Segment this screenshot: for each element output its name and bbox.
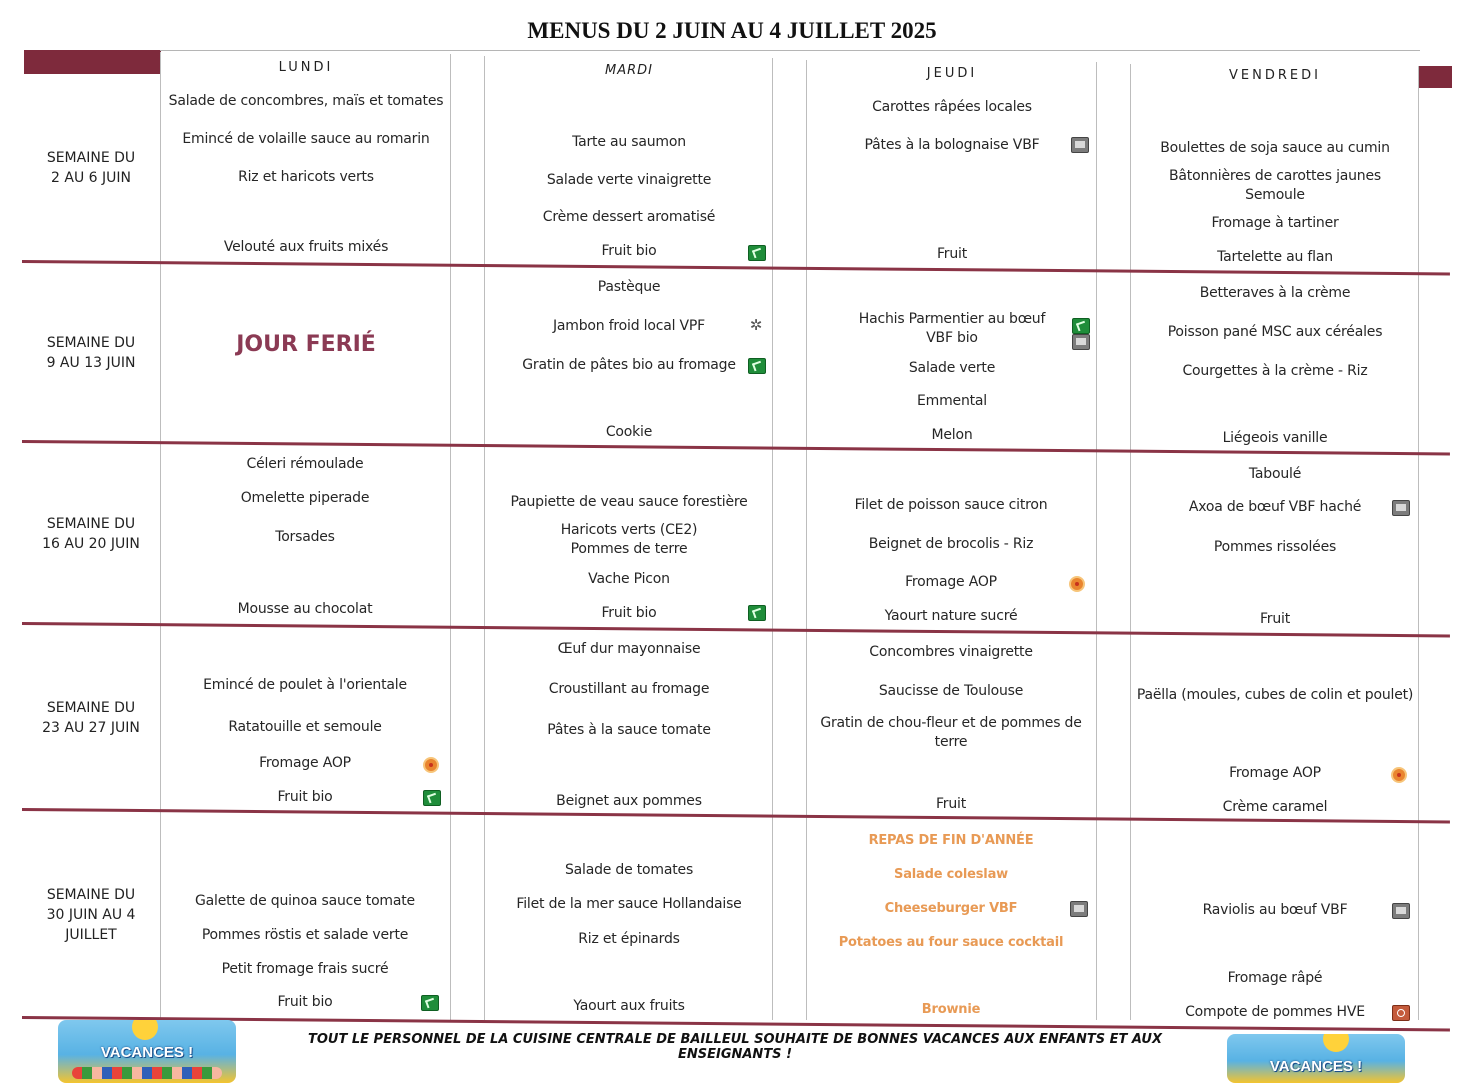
vacances-badge-right bbox=[1227, 1034, 1405, 1083]
sun-icon bbox=[132, 1020, 158, 1040]
label-bio-icon bbox=[748, 358, 766, 374]
day-header-mardi: MARDI bbox=[605, 63, 653, 78]
jour-ferie: JOUR FERIÉ bbox=[236, 332, 376, 357]
menu-item: Riz et haricots verts bbox=[238, 169, 374, 185]
menu-item: Yaourt nature sucré bbox=[884, 608, 1018, 624]
menu-item: Velouté aux fruits mixés bbox=[223, 239, 389, 255]
menu-item: Betteraves à la crème bbox=[1199, 285, 1351, 301]
menu-item: Œuf dur mayonnaise bbox=[557, 641, 701, 657]
menu-item: Croustillant au fromage bbox=[548, 681, 710, 697]
menu-item: Pastèque bbox=[597, 279, 661, 295]
menu-item: Emincé de poulet à l'orientale bbox=[203, 677, 407, 693]
week-label bbox=[22, 885, 160, 945]
week-label-line: SEMAINE DU 30 JUIN AU 4 JUILLET bbox=[46, 887, 136, 943]
menu-item: Haricots verts (CE2) Pommes de terre bbox=[560, 522, 698, 557]
menu-item: Fromage AOP bbox=[259, 755, 351, 771]
label-bio-icon bbox=[1072, 318, 1090, 334]
header-corner-left bbox=[24, 50, 161, 74]
menu-item: Paëlla (moules, cubes de colin et poulet) bbox=[1136, 687, 1414, 703]
menu-item: Emincé de volaille sauce au romarin bbox=[182, 131, 430, 147]
menu-item: Salade de concombres, maïs et tomates bbox=[168, 93, 444, 109]
menu-title: MENUS DU 2 JUIN AU 4 JUILLET 2025 bbox=[527, 18, 937, 43]
menu-item: Fromage râpé bbox=[1227, 970, 1323, 986]
week-label-line: SEMAINE DU 23 AU 27 JUIN bbox=[42, 700, 140, 736]
menu-item: Carottes râpées locales bbox=[872, 99, 1032, 115]
menu-item: Salade coleslaw bbox=[894, 867, 1008, 882]
day-header-vendredi: VENDREDI bbox=[1229, 68, 1321, 83]
menu-item: Pâtes à la bolognaise VBF bbox=[864, 137, 1040, 153]
menu-item: Fromage AOP bbox=[905, 574, 997, 590]
label-bio-icon bbox=[748, 605, 766, 621]
label-vbf-icon bbox=[1071, 137, 1089, 153]
menu-item: Salade verte vinaigrette bbox=[546, 172, 712, 188]
week-label bbox=[22, 698, 160, 738]
menu-item: Saucisse de Toulouse bbox=[878, 683, 1024, 699]
menu-item: Vache Picon bbox=[588, 571, 670, 587]
menu-item: Fromage AOP bbox=[1229, 765, 1321, 781]
menu-item: Courgettes à la crème - Riz bbox=[1182, 363, 1368, 379]
label-vbf-icon bbox=[1070, 901, 1088, 917]
menu-item: Bâtonnières de carottes jaunes Semoule bbox=[1169, 168, 1381, 203]
menu-item: Ratatouille et semoule bbox=[228, 719, 382, 735]
menu-item: Beignet aux pommes bbox=[556, 793, 702, 809]
menu-item: Cookie bbox=[605, 424, 653, 440]
label-vbf-icon bbox=[1072, 334, 1090, 350]
menu-item: Fromage à tartiner bbox=[1211, 215, 1339, 231]
menu-item: Gratin de pâtes bio au fromage bbox=[522, 357, 736, 373]
menu-item: Crème caramel bbox=[1222, 799, 1328, 815]
menu-item: Tartelette au flan bbox=[1217, 249, 1333, 265]
menu-item: Fruit bbox=[1259, 611, 1291, 627]
label-vbf-icon bbox=[1392, 500, 1410, 516]
day-header-lundi: LUNDI bbox=[278, 60, 334, 75]
badge-text: VACANCES ! bbox=[1269, 1058, 1363, 1075]
menu-item: Paupiette de veau sauce forestière bbox=[510, 494, 748, 510]
menu-item: Filet de la mer sauce Hollandaise bbox=[516, 896, 742, 912]
week-label-line: SEMAINE DU 9 AU 13 JUIN bbox=[46, 335, 136, 371]
vacances-badge-left bbox=[58, 1020, 236, 1083]
menu-item: Pommes rissolées bbox=[1213, 539, 1337, 555]
menu-item: Riz et épinards bbox=[578, 931, 680, 947]
menu-item: Fruit bio bbox=[601, 605, 657, 621]
menu-item: Boulettes de soja sauce au cumin bbox=[1160, 140, 1390, 156]
week-label-line: SEMAINE DU 2 AU 6 JUIN bbox=[46, 150, 136, 186]
menu-item: Petit fromage frais sucré bbox=[221, 961, 389, 977]
sun-icon bbox=[1323, 1034, 1349, 1052]
menu-item: Taboulé bbox=[1248, 466, 1302, 482]
menu-item: Torsades bbox=[275, 529, 335, 545]
menu-item: Cheeseburger VBF bbox=[884, 901, 1018, 916]
menu-item: Beignet de brocolis - Riz bbox=[868, 536, 1034, 552]
label-bio-icon bbox=[748, 245, 766, 261]
menu-item: Potatoes au four sauce cocktail bbox=[838, 935, 1064, 950]
label-aop-icon bbox=[1069, 576, 1085, 592]
label-vbf-icon bbox=[1392, 903, 1410, 919]
menu-item: Jambon froid local VPF bbox=[552, 318, 706, 334]
menu-item: Fruit bio bbox=[277, 994, 333, 1010]
week-label bbox=[22, 514, 160, 554]
children-illustration bbox=[72, 1067, 222, 1079]
label-bio-icon bbox=[421, 995, 439, 1011]
menu-item: Brownie bbox=[921, 1002, 981, 1017]
menu-item: Fruit bio bbox=[277, 789, 333, 805]
menu-item: Fruit bio bbox=[601, 243, 657, 259]
menu-item: Pommes röstis et salade verte bbox=[201, 927, 409, 943]
menu-item: Axoa de bœuf VBF haché bbox=[1188, 499, 1362, 515]
menu-item: Crème dessert aromatisé bbox=[542, 209, 716, 225]
menu-item: Fruit bbox=[936, 246, 968, 262]
menu-item: Salade de tomates bbox=[564, 862, 694, 878]
week-label-line: SEMAINE DU 16 AU 20 JUIN bbox=[42, 516, 140, 552]
label-hve-icon bbox=[1392, 1005, 1410, 1021]
day-header-jeudi: JEUDI bbox=[926, 66, 978, 81]
footer-message: TOUT LE PERSONNEL DE LA CUISINE CENTRALE DE BAILLEUL SOUHAITE DE BONNES VACANCES AUX ENFANTS ET AUX ENSEIGNANTS ! bbox=[308, 1032, 1162, 1062]
menu-item: Raviolis au bœuf VBF bbox=[1202, 902, 1348, 918]
menu-item: Liégeois vanille bbox=[1222, 430, 1328, 446]
menu-item: Filet de poisson sauce citron bbox=[854, 497, 1048, 513]
menu-item: Galette de quinoa sauce tomate bbox=[195, 893, 415, 909]
menu-item: Omelette piperade bbox=[240, 490, 370, 506]
header-corner-right bbox=[1418, 66, 1452, 88]
menu-item: Pâtes à la sauce tomate bbox=[547, 722, 711, 738]
menu-item: Salade verte bbox=[908, 360, 996, 376]
label-aop-icon bbox=[423, 757, 439, 773]
menu-item: Emmental bbox=[917, 393, 987, 409]
label-aop-icon bbox=[1391, 767, 1407, 783]
menu-item: Poisson pané MSC aux céréales bbox=[1167, 324, 1383, 340]
column-divider bbox=[450, 54, 451, 1020]
menu-item: Yaourt aux fruits bbox=[573, 998, 685, 1014]
menu-item: Mousse au chocolat bbox=[237, 601, 373, 617]
menu-item: Melon bbox=[931, 427, 973, 443]
label-bio-icon bbox=[423, 790, 441, 806]
menu-item: Tarte au saumon bbox=[572, 134, 686, 150]
menu-item: Céleri rémoulade bbox=[246, 456, 364, 472]
week-label bbox=[22, 148, 160, 188]
menu-item: Fruit bbox=[935, 796, 967, 812]
week-label bbox=[22, 333, 160, 373]
header-top-rule bbox=[160, 50, 1420, 51]
menu-item: Hachis Parmentier au bœuf VBF bio bbox=[858, 311, 1046, 346]
menu-item: Concombres vinaigrette bbox=[869, 644, 1033, 660]
menu-item: Compote de pommes HVE bbox=[1185, 1004, 1365, 1020]
label-vpf-icon: ✲ bbox=[749, 317, 763, 334]
special-meal-title: REPAS DE FIN D'ANNÉE bbox=[868, 833, 1034, 848]
menu-item: Gratin de chou-fleur et de pommes de terre bbox=[820, 715, 1082, 750]
column-divider bbox=[1096, 62, 1097, 1020]
badge-text: VACANCES ! bbox=[100, 1044, 194, 1061]
